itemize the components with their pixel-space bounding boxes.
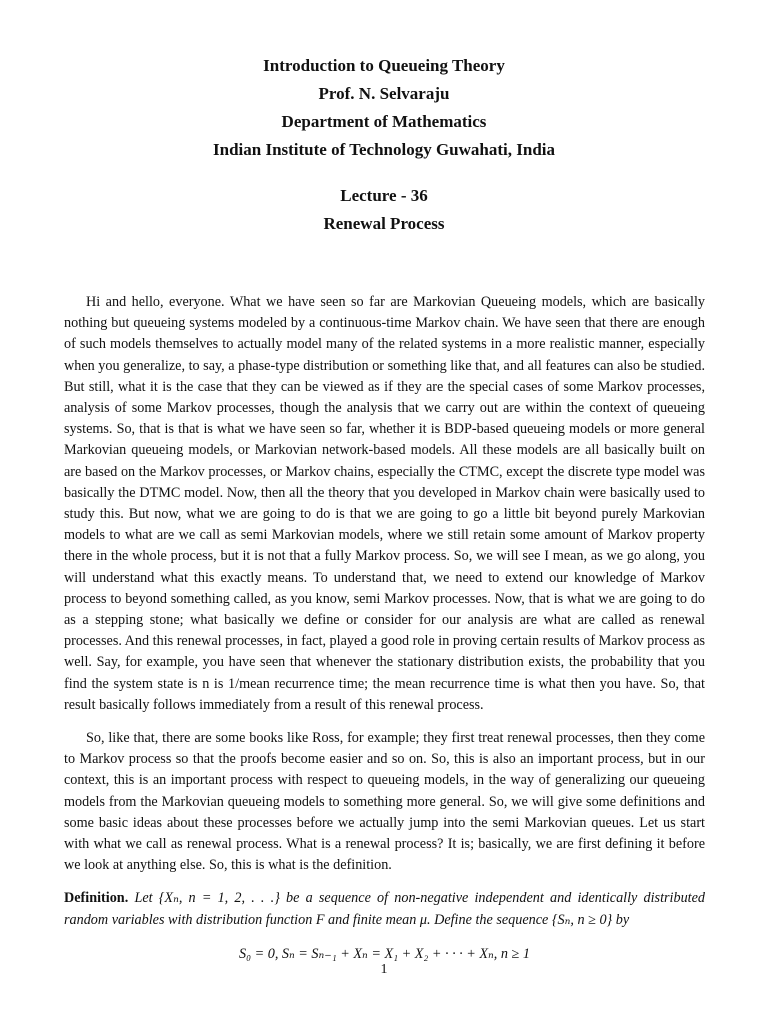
body-text: [64, 292, 705, 965]
institute-name: Indian Institute of Technology Guwahati, India: [213, 140, 555, 159]
page-number: 1: [380, 962, 388, 977]
definition: [64, 888, 705, 930]
definition-text: Let {Xₙ, n = 1, 2, . . .} be a sequence of non-negative independent and identically distributed random variables with distribution function F and finite mean μ. Define the sequence {Sₙ, n ≥ 0} by: [64, 890, 706, 928]
lecture-topic: Renewal Process: [323, 214, 445, 233]
paragraph: So, like that, there are some books like Ross, for example; they first treat renewal processes, then they come to Markov process so that the proofs become easier and so on. So, this is also an important process, but in our context, this is an important process with respect to queueing models, in the way of generalizing our queueing models from the Markovian queueing models to something more general. So, we will give some definitions and some basic ideas about these processes before we actually jump into the semi Markovian queues. Let us start with what we call as renewal process. What is a renewal process? It is; basically, we are first defining it before we look at anything else. So, this is what is the definition.: [64, 730, 705, 874]
paragraph: Hi and hello, everyone. What we have seen so far are Markovian Queueing models, which are basically nothing but queueing systems modeled by a continuous-time Markov chain. We have seen that there are enough of such models themselves to actually model many of the related systems in a more realistic manner, especially when you generalize, to say, a phase-type distribution or something like that, and all features can also be studied. But still, what it is the case that they can be viewed as if they are the special cases of some Markov processes, analysis of some Markov processes, though the analysis that we carry out are within the context of queueing systems. So, that is that is what we have seen so far, whether it is BDP-based queueing models or more general Markovian queueing models, or Markovian network-based models. All these models are all basically built on are based on the Markov processes, or Markov chains, especially the CTMC, except the discrete type model was basically the DTMC model. Now, then all the theory that you developed in Markov chain were basically used to study this. But now, what we are going to do is that we are going to go a little bit beyond purely Markovian models to what are we call as semi Markovian models, where we still retain some amount of Markov property there in the whole process, but it is not that a fully Markov process. So, we will see I mean, as we go along, you will understand what this exactly means. To understand that, we need to extend our knowledge of Markov process to beyond something called, as you know, semi Markov processes. Now, that is what we are going to do as a stepping stone; what basically we define or consider for our analysis are what are called as renewal processes. And this renewal processes, in fact, played a good role in proving certain results of Markov process as well. Say, for example, you have seen that whenever the stationary distribution exists, the probability that you find the system state is n is 1/mean recurrence time; the mean recurrence time is what then you have. So, that result basically follows immediately from a result of this renewal process.: [64, 294, 706, 713]
equation: S₀ = 0, Sₙ = Sₙ₋₁ + Xₙ = X₁ + X₂ + · · · + Xₙ, n ≥ 1: [239, 945, 530, 962]
course-title: Introduction to Queueing Theory: [263, 56, 505, 75]
professor-name: Prof. N. Selvaraju: [318, 84, 450, 103]
department-name: Department of Mathematics: [281, 112, 487, 131]
title-block: [0, 52, 768, 238]
lecture-number: Lecture - 36: [340, 186, 428, 205]
definition-label: Definition.: [64, 890, 129, 907]
